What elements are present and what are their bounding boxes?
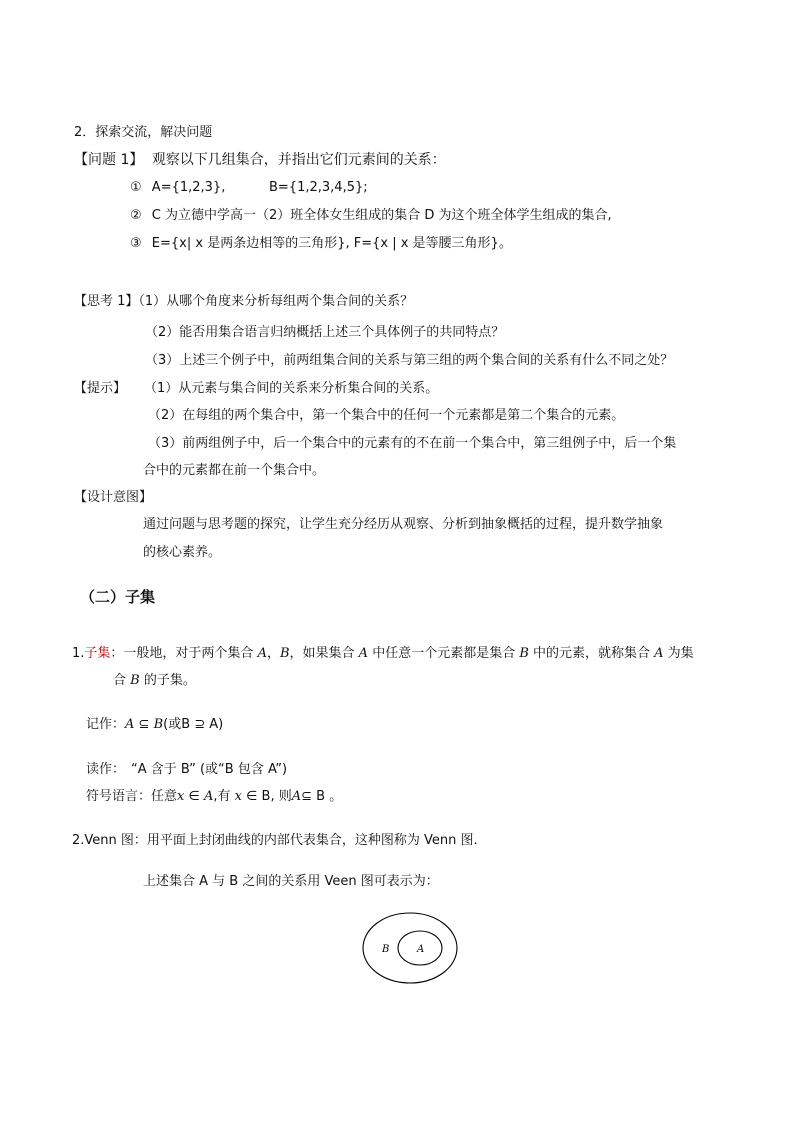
item-text: E={x| x 是两条边相等的三角形}, F={x | x 是等腰三角形}。 <box>151 236 512 251</box>
symbol-language-line <box>86 787 342 807</box>
symbol-text: ,有 <box>213 789 235 804</box>
hint-3-line-1: （3）前两组例子中，后一个集合中的元素有的不在前一个集合中，第三组例子中，后一个集 <box>148 436 677 451</box>
definition-text: 中的元素，就称集合 <box>528 646 655 661</box>
subset-symbol: ⊆ <box>134 717 154 732</box>
read-text: “A 含于 B” (或“B 包含 A”) <box>131 762 288 777</box>
hint-1: （1）从元素与集合间的关系来分析集合间的关系。 <box>144 381 439 396</box>
inner-label-a: A <box>417 944 425 955</box>
thinking-line-1 <box>74 292 413 312</box>
definition-term: 子集 <box>84 646 111 661</box>
definition-text: 中任意一个元素都是集合 <box>368 646 520 661</box>
design-line-2: 的核心素养。 <box>143 545 222 560</box>
subset-definition-line-1 <box>72 644 694 664</box>
symbol-text: ∈ B, 则 <box>241 789 292 804</box>
section-heading: 2．探索交流，解决问题 <box>74 125 213 140</box>
example-item-1 <box>130 178 368 198</box>
definition-text: 合 <box>113 673 131 688</box>
notation-label: 记作： <box>86 717 126 732</box>
item-number: ③ <box>130 236 142 251</box>
venn-definition: 2.Venn 图：用平面上封闭曲线的内部代表集合，这种图称为 Venn 图. <box>72 833 478 848</box>
definition-number: 1. <box>72 646 85 661</box>
variable-a: A <box>125 717 135 732</box>
subset-definition-line-2 <box>113 671 196 691</box>
notation-line <box>86 715 223 735</box>
variable-a: A <box>257 646 267 661</box>
example-item-3 <box>130 234 512 254</box>
outer-label-b: B <box>382 944 390 955</box>
variable-b: B <box>279 646 290 661</box>
definition-text: ：一般地，对于两个集合 <box>110 646 258 661</box>
item-text: C 为立德中学高一（2）班全体女生组成的集合 D 为这个班全体学生组成的集合, <box>151 208 612 223</box>
design-label: 【设计意图】 <box>74 490 153 505</box>
item-number: ① <box>130 180 142 195</box>
hint-3-line-2: 合中的元素都在前一个集合中。 <box>143 463 326 478</box>
design-line-1: 通过问题与思考题的探究，让学生充分经历从观察、分析到抽象概括的过程，提升数学抽象 <box>143 517 664 532</box>
notation-alt: (或B ⊇ A) <box>163 717 224 732</box>
element-symbol: ∈ <box>184 789 204 804</box>
definition-text: 为集 <box>663 646 694 661</box>
variable-b: B <box>519 646 529 661</box>
variable-a: A <box>291 789 302 804</box>
definition-text: ，如果集合 <box>289 646 359 661</box>
question-line <box>74 150 446 170</box>
hint-label: 【提示】 <box>74 381 127 396</box>
thinking-label: 【思考 1】 <box>74 294 139 309</box>
variable-a: A <box>203 789 214 804</box>
outer-set-b-ellipse <box>363 913 457 983</box>
question-label: 【问题 1】 <box>74 152 144 168</box>
set-a-definition: A={1,2,3}, <box>151 180 226 195</box>
question-text: 观察以下几组集合，并指出它们元素间的关系： <box>151 152 446 168</box>
symbol-result: ⊆ B 。 <box>301 789 343 804</box>
variable-b: B <box>130 673 140 688</box>
variable-a: A <box>654 646 664 661</box>
hint-line-1 <box>74 379 439 399</box>
section-title: （二）子集 <box>80 588 156 606</box>
hint-2: （2）在每组的两个集合中，第一个集合中的任何一个元素都是第二个集合的元素。 <box>148 408 625 423</box>
variable-a: A <box>358 646 369 661</box>
thinking-question-1: （1）从哪个角度来分析每组两个集合间的关系？ <box>138 294 414 309</box>
venn-diagram <box>360 910 460 986</box>
definition-text: ， <box>266 646 280 661</box>
example-item-2 <box>130 206 612 226</box>
read-line <box>86 760 287 780</box>
variable-x: x <box>234 789 242 804</box>
symbol-label: 符号语言：任意 <box>86 789 178 804</box>
thinking-question-3: （3）上述三个例子中，前两组集合间的关系与第三组的两个集合间的关系有什么不同之处？ <box>145 353 674 368</box>
variable-b: B <box>153 717 164 732</box>
read-label: 读作： <box>86 762 126 777</box>
definition-text: 的子集。 <box>139 673 196 688</box>
item-number: ② <box>130 208 142 223</box>
set-b-definition: B={1,2,3,4,5}; <box>269 180 368 195</box>
variable-x: x <box>177 789 185 804</box>
venn-intro: 上述集合 A 与 B 之间的关系用 Veen 图可表示为： <box>143 874 439 889</box>
thinking-question-2: （2）能否用集合语言归纳概括上述三个具体例子的共同特点？ <box>145 325 505 340</box>
